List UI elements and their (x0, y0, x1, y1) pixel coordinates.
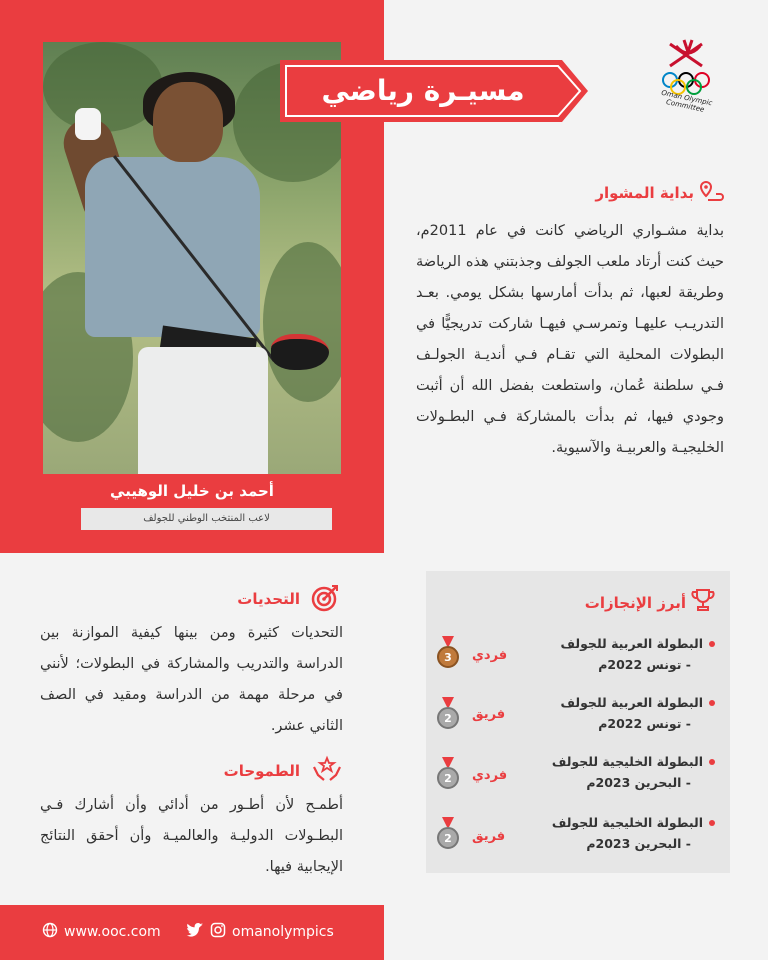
bronze-medal-icon (436, 636, 460, 674)
page-title: مسيـرة رياضي (321, 74, 525, 107)
achievement-place: - تونس 2022م (598, 716, 691, 731)
hands-star-icon (312, 755, 342, 787)
footer-website[interactable] (42, 922, 161, 942)
achievement-item-3 (552, 752, 703, 794)
footer-social[interactable] (186, 922, 334, 942)
achievements-heading: أبرز الإنجازات (584, 594, 686, 612)
achievement-place: - تونس 2022م (598, 657, 691, 672)
silver-medal-icon (436, 757, 460, 795)
instagram-icon (210, 922, 226, 942)
social-handle[interactable]: omanolympics (232, 924, 334, 940)
section-text-beginning: بداية مشـواري الرياضي كانت في عام 2011م، حيث كنت أرتاد ملعب الجولف وجذبتني هذه الرياضة وطريقة لعبها، ثم بدأت أمارسها بشكل يومي. بعـد التدريـب عليهـا وتمرسـي فيهـا شاركت تدريجيًّا في البطولات المحلية التي تقـام فـي أنديـة الجولـف فـي سلطنة عُمان، واستطعت بفضل الله أن أثبت وجودي فيها، ثم بدأت بالمشاركة فـي البطـولات الخليجيـة والعربيـة والآسيوية. (416, 223, 724, 456)
achievement-title: البطولة الخليجية للجولف (551, 815, 703, 830)
silver-medal-icon (436, 697, 460, 735)
achievement-tag: فريق (472, 829, 506, 844)
bullet (709, 641, 715, 647)
achievement-title: البطولة الخليجية للجولف (551, 754, 703, 769)
section-heading-ambitions: الطموحات (223, 762, 300, 780)
achievement-place: - البحرين 2023م (586, 836, 691, 851)
bullet (709, 759, 715, 765)
twitter-icon (186, 922, 204, 942)
achievement-tag: فردي (472, 648, 508, 663)
target-icon (310, 583, 340, 617)
medal-number: 2 (444, 832, 452, 845)
trophy-icon (690, 587, 716, 617)
bullet (709, 820, 715, 826)
medal-number: 3 (444, 651, 452, 664)
section-text-ambitions: أطمـح لأن أطـور من أدائي وأن أشارك فـي البطـولات الدوليـة والعالميـة وأن أحقق النتائج الإيجابية فيها. (40, 797, 343, 875)
athlete-name: أحمد بن خليل الوهيبي (57, 474, 327, 508)
medal-number: 2 (444, 712, 452, 725)
athlete-role: لاعب المنتخب الوطني للجولف (81, 508, 332, 530)
logo-caption: Oman Olympic Committee (660, 88, 714, 114)
achievement-tag: فردي (472, 768, 508, 783)
achievement-item-2 (561, 693, 703, 735)
section-heading-challenges: التحديات (237, 590, 300, 608)
section-text-challenges: التحديات كثيرة ومن بينها كيفية الموازنة بين الدراسة والتدريب والمشاركة في البطولات؛ لأنني في مرحلة مهمة من الدراسة ومقيد في الصف الثاني عشر. (40, 625, 343, 734)
website-link[interactable]: www.ooc.com (64, 924, 161, 940)
achievement-title: البطولة العربية للجولف (560, 636, 703, 651)
medal-number: 2 (444, 772, 452, 785)
location-pin-icon (700, 180, 724, 208)
achievement-title: البطولة العربية للجولف (560, 695, 703, 710)
achievement-place: - البحرين 2023م (586, 775, 691, 790)
silver-medal-icon (436, 817, 460, 855)
achievement-tag: فريق (472, 707, 506, 722)
globe-icon (42, 922, 58, 942)
achievement-item-4 (552, 813, 703, 855)
bullet (709, 700, 715, 706)
section-heading-beginning: بداية المشوار (595, 184, 694, 202)
achievement-item-1 (561, 634, 703, 676)
